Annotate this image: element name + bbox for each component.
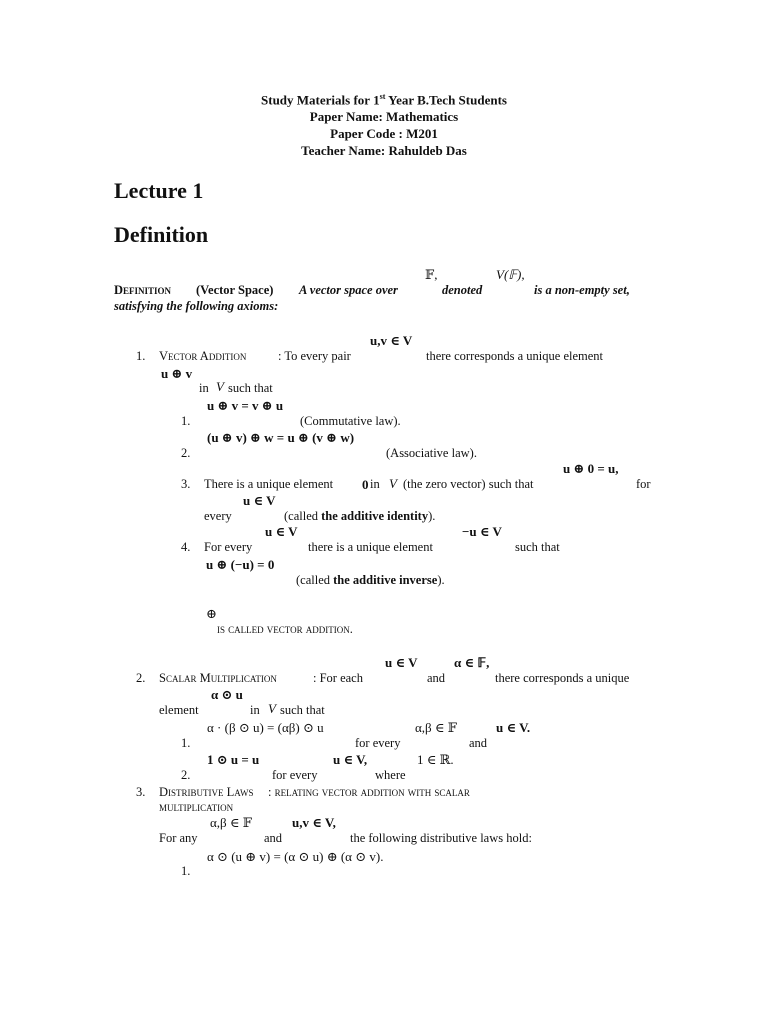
section-title: Definition: [114, 222, 209, 247]
math-zero: 0: [362, 477, 369, 492]
axiom-1-text-b: there corresponds a unique element: [426, 349, 604, 363]
math-commutative: u ⊕ v = v ⊕ u: [207, 398, 284, 413]
axiom-1-number: 1.: [136, 349, 146, 363]
lecture-title: Lecture 1: [114, 178, 204, 203]
axiom-3-number: 3.: [136, 785, 146, 799]
axiom-2-text-in: in: [250, 703, 260, 717]
definition-name: (Vector Space): [196, 283, 274, 297]
axiom-3-text-b: multiplication: [159, 800, 234, 814]
axiom-3-text-c: the following distributive laws hold:: [350, 831, 532, 845]
math-associative: (u ⊕ v) ⊕ w = u ⊕ (v ⊕ w): [207, 430, 355, 445]
axiom-2-text-b: there corresponds a unique: [495, 671, 630, 685]
math-alpha-odot-u: α ⊙ u: [211, 687, 243, 702]
axiom-3-text-for: For any: [159, 831, 198, 845]
axiom-1-item-4-number: 4.: [181, 540, 191, 554]
math-field: 𝔽,: [425, 267, 438, 282]
axiom-3-title: Distributive Laws: [159, 785, 254, 799]
paper-code: Paper Code : M201: [330, 126, 438, 141]
axiom-2-item-2-for-every: for every: [272, 768, 318, 782]
math-additive-identity: u ⊕ 0 = u,: [563, 461, 619, 476]
math-unit-scalar: 1 ⊙ u = u: [207, 752, 260, 767]
axiom-2-title: Scalar Multiplication: [159, 671, 277, 685]
axiom-2-item-1-for-every: for every: [355, 736, 401, 750]
definition-text-2: is a non-empty set,: [534, 283, 630, 297]
axiom-2-text-element: element: [159, 703, 199, 717]
axiom-1-item-3-text-in: in: [370, 477, 380, 491]
math-oplus: ⊕: [206, 606, 217, 621]
math-vf: V(𝔽),: [496, 267, 525, 282]
axiom-1-item-3-number: 3.: [181, 477, 191, 491]
math-distributive: α ⊙ (u ⊕ v) = (α ⊙ u) ⊕ (α ⊙ v).: [207, 849, 384, 864]
axiom-2-item-2-number: 2.: [181, 768, 191, 782]
math-u-oplus-v: u ⊕ v: [161, 366, 193, 381]
math-alpha-beta: α,β ∈ 𝔽: [415, 720, 458, 735]
axiom-3-text-a: : relating vector addition with scalar: [268, 785, 470, 799]
axiom-1-item-3-text-every: every: [204, 509, 232, 523]
axiom-1-item-1-number: 1.: [181, 414, 191, 428]
axiom-2-item-1-number: 1.: [181, 736, 191, 750]
additive-identity-note: (called the additive identity).: [284, 509, 436, 523]
associative-law-label: (Associative law).: [386, 446, 477, 460]
math-v-3: V: [268, 701, 276, 716]
math-alpha-beta-2: α,β ∈ 𝔽: [210, 815, 253, 830]
axiom-1-title: Vector Addition: [159, 349, 247, 363]
axiom-1-item-4-text-c: such that: [515, 540, 560, 554]
math-v-2: V: [389, 476, 397, 491]
paper-name: Paper Name: Mathematics: [309, 109, 459, 124]
math-u-in-v: u ∈ V: [243, 493, 276, 508]
axiom-1-text-in: in: [199, 381, 209, 395]
math-scalar-assoc: α · (β ⊙ u) = (αβ) ⊙ u: [207, 720, 324, 735]
axiom-2-text-a: : For each: [313, 671, 363, 685]
axiom-1-text-a: : To every pair: [278, 349, 351, 363]
axiom-2-text-and: and: [427, 671, 446, 685]
commutative-law-label: (Commutative law).: [300, 414, 401, 428]
axiom-1-item-4-text-b: there is a unique element: [308, 540, 433, 554]
math-u-in-v-2: u ∈ V: [265, 524, 298, 539]
axiom-1-item-4-text-a: For every: [204, 540, 253, 554]
math-alpha-in-f: α ∈ 𝔽,: [454, 655, 490, 670]
teacher-name: Teacher Name: Rahuldeb Das: [301, 143, 467, 158]
header-line-1: Study Materials for 1st Year B.Tech Students: [261, 92, 507, 108]
definition-denoted: denoted: [442, 283, 483, 297]
axiom-1-item-3-text-for: for: [636, 477, 651, 491]
vector-addition-note: is called vector addition.: [217, 622, 353, 636]
axiom-2-item-2-where: where: [375, 768, 406, 782]
math-neg-u: −u ∈ V: [462, 524, 502, 539]
axiom-1-item-3-text-a: There is a unique element: [204, 477, 334, 491]
axiom-3-text-and: and: [264, 831, 283, 845]
axiom-1-text-such-that: such that: [228, 381, 273, 395]
axiom-1-item-3-text-b: (the zero vector) such that: [403, 477, 534, 491]
definition-text-3: satisfying the following axioms:: [114, 299, 279, 313]
math-uv-in-v: u,v ∈ V: [370, 333, 413, 348]
math-u-in-v-5: u ∈ V,: [333, 752, 368, 767]
math-u-in-v-4: u ∈ V.: [496, 720, 531, 735]
axiom-1-item-2-number: 2.: [181, 446, 191, 460]
axiom-2-text-such-that: such that: [280, 703, 325, 717]
math-one-in-r: 1 ∈ ℝ.: [417, 752, 454, 767]
definition-text-1: A vector space over: [299, 283, 398, 297]
axiom-2-item-1-and: and: [469, 736, 488, 750]
math-additive-inverse: u ⊕ (−u) = 0: [206, 557, 275, 572]
definition-label: Definition: [114, 283, 172, 297]
math-u-in-v-3: u ∈ V: [385, 655, 418, 670]
axiom-3-item-1-number: 1.: [181, 864, 191, 878]
axiom-2-number: 2.: [136, 671, 146, 685]
math-uv-in-v-2: u,v ∈ V,: [292, 815, 336, 830]
additive-inverse-note: (called the additive inverse).: [296, 573, 445, 587]
math-v: V: [216, 379, 224, 394]
